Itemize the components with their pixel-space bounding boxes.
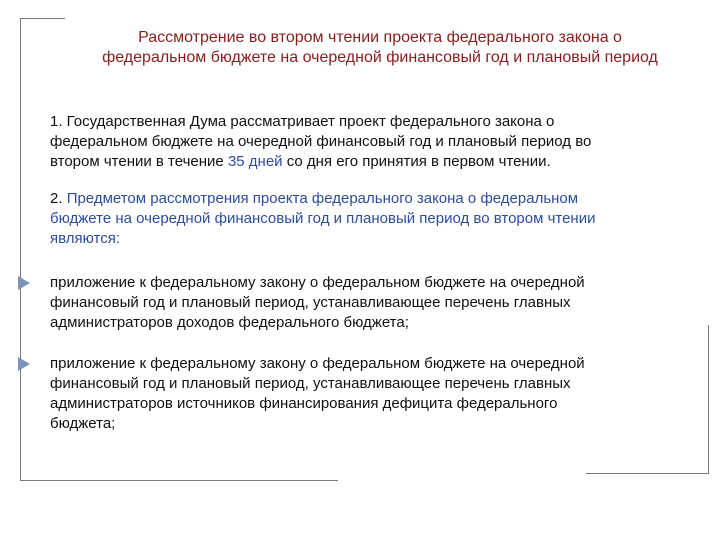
list-item-line-2: финансовый год и плановый период, устанавливающее перечень главных	[50, 294, 571, 311]
paragraph-1-line-3	[50, 152, 715, 172]
paragraph-2-line-3: являются:	[50, 230, 121, 247]
list-item-line-2: финансовый год и плановый период, устанавливающее перечень главных	[50, 375, 571, 392]
slide-content	[50, 112, 715, 455]
frame-bottom-line	[20, 480, 338, 481]
triangle-bullet-icon	[18, 357, 30, 371]
title-line-2: федеральном бюджете на очередной финансовый год и плановый период	[102, 49, 658, 66]
frame-left-line	[20, 18, 21, 481]
frame-top-line	[20, 18, 65, 19]
list-item-line-3: администраторов доходов федерального бюджета;	[50, 314, 409, 331]
paragraph-2-line-2: бюджете на очередной финансовый год и плановый период во втором чтении	[50, 210, 596, 227]
paragraph-1-text: втором чтении в течение	[50, 153, 228, 170]
paragraph-2-number: 2.	[50, 190, 67, 207]
slide-title	[40, 28, 720, 68]
list-item-line-3: администраторов источников финансирования дефицита федерального	[50, 395, 558, 412]
paragraph-1-line-1: 1. Государственная Дума рассматривает проект федерального закона о	[50, 113, 555, 130]
list-item-line-1: приложение к федеральному закону о федеральном бюджете на очередной	[50, 274, 585, 291]
paragraph-1-line-2: федеральном бюджете на очередной финансовый год и плановый период во	[50, 133, 592, 150]
list-item-line-1: приложение к федеральному закону о федеральном бюджете на очередной	[50, 355, 585, 372]
paragraph-2-subject: Предметом рассмотрения проекта федерального закона о федеральном	[66, 190, 579, 207]
list-item	[50, 273, 715, 333]
triangle-bullet-icon	[18, 276, 30, 290]
list-item-line-4: бюджета;	[50, 415, 116, 432]
title-line-1: Рассмотрение во втором чтении проекта федерального закона о	[138, 29, 622, 46]
paragraph-2	[50, 189, 715, 249]
list-item	[50, 354, 715, 434]
deadline-highlight: 35 дней	[227, 153, 283, 170]
paragraph-1	[50, 112, 715, 172]
paragraph-1-text-end: со дня его принятия в первом чтении.	[282, 153, 551, 170]
frame-right-bottom-line	[586, 473, 709, 474]
paragraph-2-line-1	[50, 189, 715, 209]
